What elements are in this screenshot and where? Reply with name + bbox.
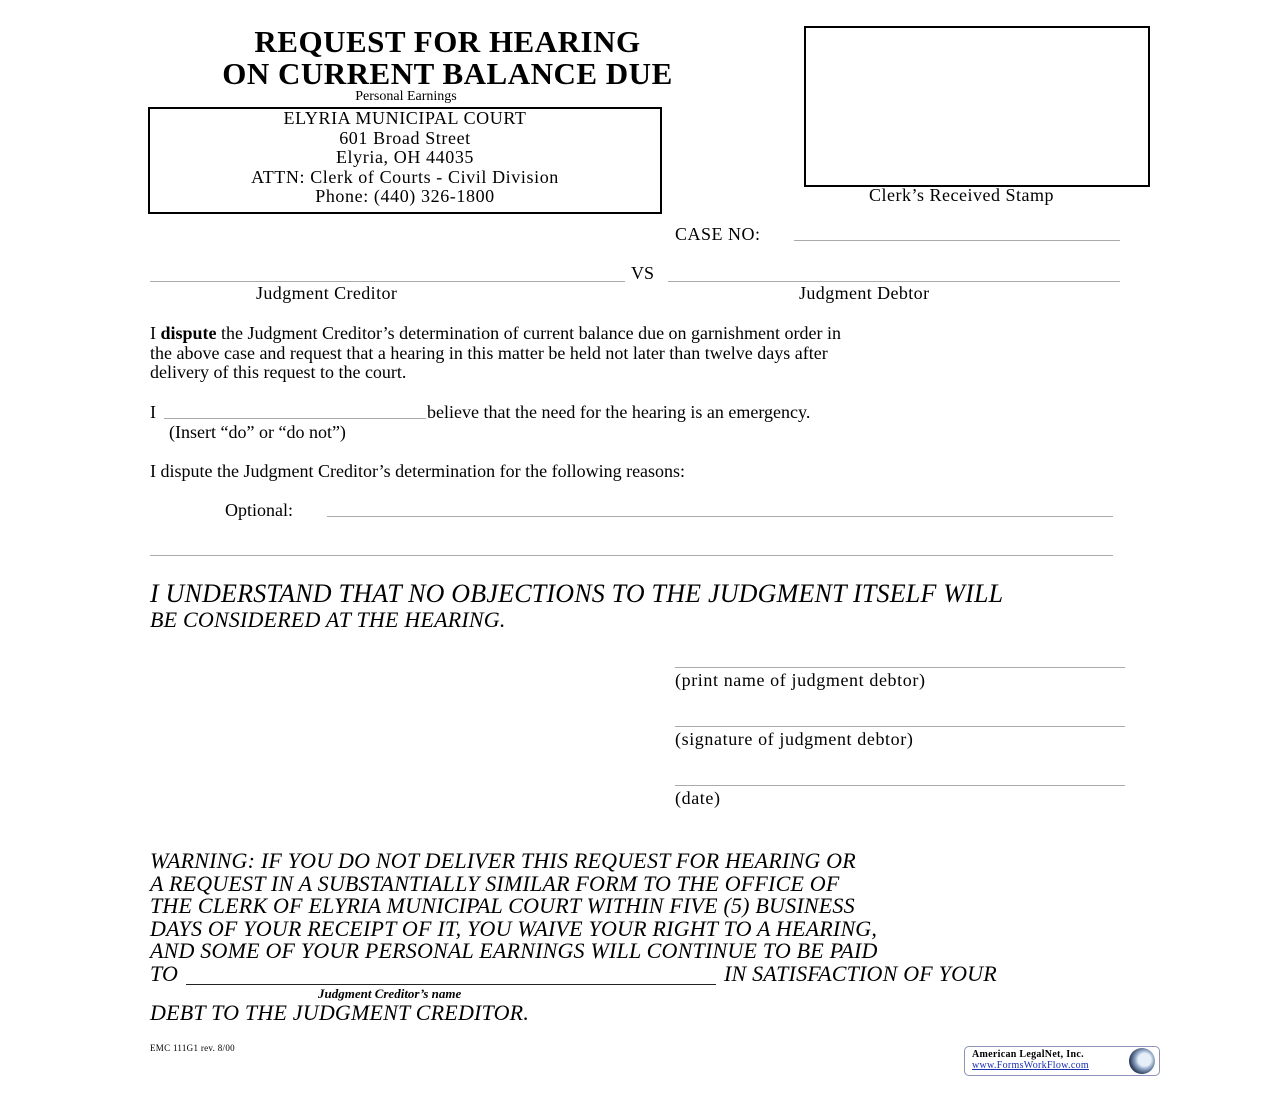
court-city: Elyria, OH 44035	[335, 147, 475, 167]
logo-url-link[interactable]: www.FormsWorkFlow.com	[972, 1060, 1089, 1071]
form-code: EMC 111G1 rev. 8/00	[150, 1043, 235, 1053]
dispute-paragraph-line2: the above case and request that a hearing in this matter be held not later than twelve days after	[150, 343, 828, 363]
date-caption: (date)	[675, 788, 721, 808]
form-title-line2: ON CURRENT BALANCE DUE	[222, 56, 673, 91]
emergency-suffix: believe that the need for the hearing is an emergency.	[427, 402, 811, 422]
warning-to-label: TO	[150, 961, 179, 986]
optional-reason-field[interactable]	[327, 516, 1113, 517]
warning-line2: A REQUEST IN A SUBSTANTIALLY SIMILAR FORM TO THE OFFICE OF	[150, 871, 840, 896]
form-title-line1: REQUEST FOR HEARING	[254, 24, 641, 59]
warning-line7: DEBT TO THE JUDGMENT CREDITOR.	[150, 1000, 530, 1025]
notice-line1-text: I UNDERSTAND THAT NO OBJECTIONS TO THE JUDGMENT ITSELF WILL	[150, 579, 1004, 608]
judgment-debtor-field[interactable]	[668, 281, 1120, 282]
court-attn: ATTN: Clerk of Courts - Civil Division	[251, 166, 559, 187]
court-street: 601 Broad Street	[339, 127, 471, 148]
court-phone: Phone: (440) 326-1800	[315, 186, 495, 206]
p1-prefix: I	[150, 323, 161, 343]
date-field[interactable]	[675, 785, 1125, 786]
warning-line5: AND SOME OF YOUR PERSONAL EARNINGS WILL CONTINUE TO BE PAID	[150, 938, 878, 963]
emergency-prefix: I	[150, 402, 156, 422]
case-no-label: CASE NO:	[675, 224, 761, 244]
creditor-name-field[interactable]	[186, 984, 716, 985]
judgment-creditor-caption: Judgment Creditor	[256, 283, 398, 303]
reasons-intro: I dispute the Judgment Creditor’s determination for the following reasons:	[150, 461, 686, 481]
judgment-creditor-field[interactable]	[150, 281, 625, 282]
warning-line1: WARNING: IF YOU DO NOT DELIVER THIS REQUEST FOR HEARING OR	[150, 848, 856, 873]
optional-reason-field-2[interactable]	[150, 555, 1113, 556]
dispute-paragraph-line1	[150, 324, 841, 344]
print-name-field[interactable]	[675, 667, 1125, 668]
court-address-box	[148, 107, 662, 214]
clerk-stamp-label: Clerk’s Received Stamp	[869, 185, 1054, 205]
warning-line3: THE CLERK OF ELYRIA MUNICIPAL COURT WITHIN FIVE (5) BUSINESS	[150, 893, 855, 918]
warning-line6-suffix: IN SATISFACTION OF YOUR	[724, 961, 997, 986]
clerk-stamp-box	[804, 26, 1150, 187]
globe-icon	[1129, 1048, 1155, 1074]
case-no-field[interactable]	[794, 240, 1120, 241]
dispute-paragraph-line3: delivery of this request to the court.	[150, 362, 407, 382]
optional-label: Optional:	[225, 500, 293, 520]
emergency-hint: (Insert “do” or “do not”)	[169, 422, 346, 442]
form-subtitle: Personal Earnings	[355, 89, 457, 104]
logo-company-name: American LegalNet, Inc.	[972, 1049, 1084, 1060]
court-name: ELYRIA MUNICIPAL COURT	[283, 108, 527, 128]
signature-field[interactable]	[675, 726, 1125, 727]
emergency-do-field[interactable]	[164, 418, 426, 419]
print-name-caption: (print name of judgment debtor)	[675, 670, 926, 690]
american-legalnet-logo[interactable]	[964, 1046, 1160, 1076]
creditor-name-caption: Judgment Creditor’s name	[318, 986, 462, 1001]
vs-label: VS	[631, 263, 655, 283]
warning-line4: DAYS OF YOUR RECEIPT OF IT, YOU WAIVE YOUR RIGHT TO A HEARING,	[150, 916, 878, 941]
judgment-debtor-caption: Judgment Debtor	[799, 283, 930, 303]
p1-rest: the Judgment Creditor’s determination of current balance due on garnishment order in	[216, 323, 842, 343]
signature-caption: (signature of judgment debtor)	[675, 729, 914, 749]
objections-notice-line2: BE CONSIDERED AT THE HEARING.	[150, 607, 506, 632]
objections-notice-line1	[150, 579, 1004, 608]
p1-bold-dispute: dispute	[160, 323, 217, 343]
